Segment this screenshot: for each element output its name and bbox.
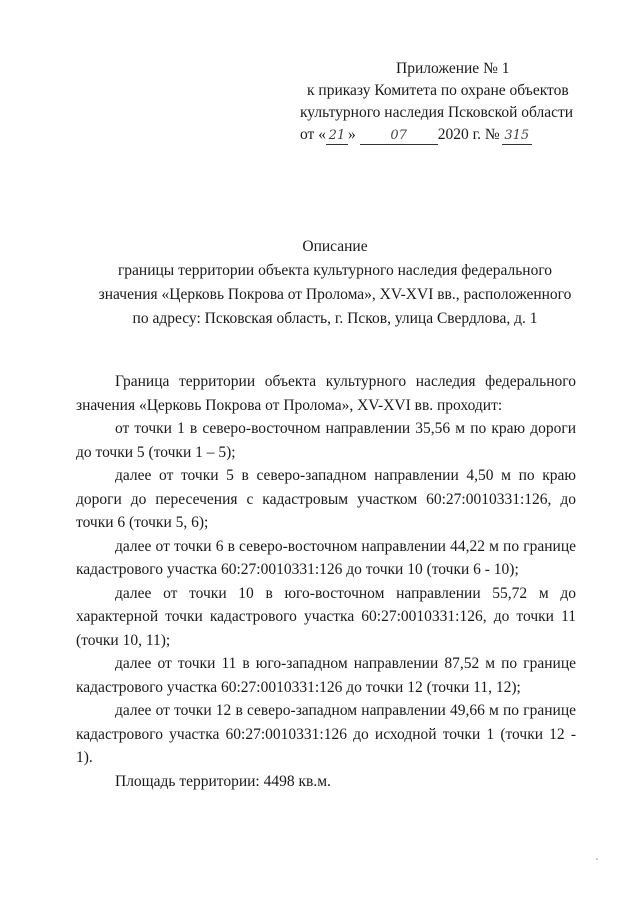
paragraph-segment-1-5: от точки 1 в северо-восточном направлении 35,56 м по краю дороги до точки 5 (точки 1 – 5); <box>76 420 576 461</box>
order-reference: к приказу Комитета по охране объектов <box>307 82 569 99</box>
date-prefix: от « <box>300 126 326 143</box>
paragraph-area: Площадь территории: 4498 кв.м. <box>115 772 331 790</box>
appendix-header <box>300 58 590 146</box>
paragraph-intro: Граница территории объекта культурного наследия федерального значения «Церковь Покрова от Пролома», XV-XVI вв. проходит: <box>76 373 576 414</box>
scan-speck <box>596 858 598 860</box>
appendix-number: Приложение № 1 <box>396 60 510 77</box>
order-date-line <box>300 124 590 146</box>
title-heading: Описание <box>302 238 368 255</box>
date-mid: » <box>347 126 356 143</box>
paragraph-segment-11-12: далее от точки 11 в юго-западном направлении 87,52 м по границе кадастрового участка 60:27:0010331:126 до точки 12 (точки 11, 12); <box>76 655 576 696</box>
paragraph-segment-6-10: далее от точки 6 в северо-восточном направлении 44,22 м по границе кадастрового участка 60:27:0010331:126 до точки 10 (точки 6 - 10); <box>76 537 576 578</box>
committee-name: культурного наследия Псковской области <box>300 104 574 121</box>
title-line-3: по адресу: Псковская область, г. Псков, улица Свердлова, д. 1 <box>132 310 538 327</box>
title-line-2: значения «Церковь Покрова от Пролома», XV-XVI вв., расположенного <box>98 286 572 303</box>
description-title <box>70 235 600 331</box>
paragraph-segment-5-6: далее от точки 5 в северо-западном направлении 4,50 м по краю дороги до пересечения с кадастровым участком 60:27:0010331:126, до точки 6 (точки 5, 6); <box>76 467 576 531</box>
handwritten-day: 21 <box>326 128 348 145</box>
title-line-1: границы территории объекта культурного наследия федерального <box>117 262 553 279</box>
boundary-description <box>76 370 576 793</box>
handwritten-month: 07 <box>360 128 438 145</box>
handwritten-order-number: 315 <box>502 128 532 145</box>
paragraph-segment-10-11: далее от точки 10 в юго-восточном направлении 55,72 м до характерной точки кадастрового участка 60:27:0010331:126, до точки 11 (точки 10, 11); <box>76 584 576 649</box>
paragraph-segment-12-1: далее от точки 12 в северо-западном направлении 49,66 м по границе кадастрового участка 60:27:0010331:126 до исходной точки 1 (точки 12 - 1). <box>76 702 576 766</box>
date-year: 2020 г. № <box>437 126 500 143</box>
